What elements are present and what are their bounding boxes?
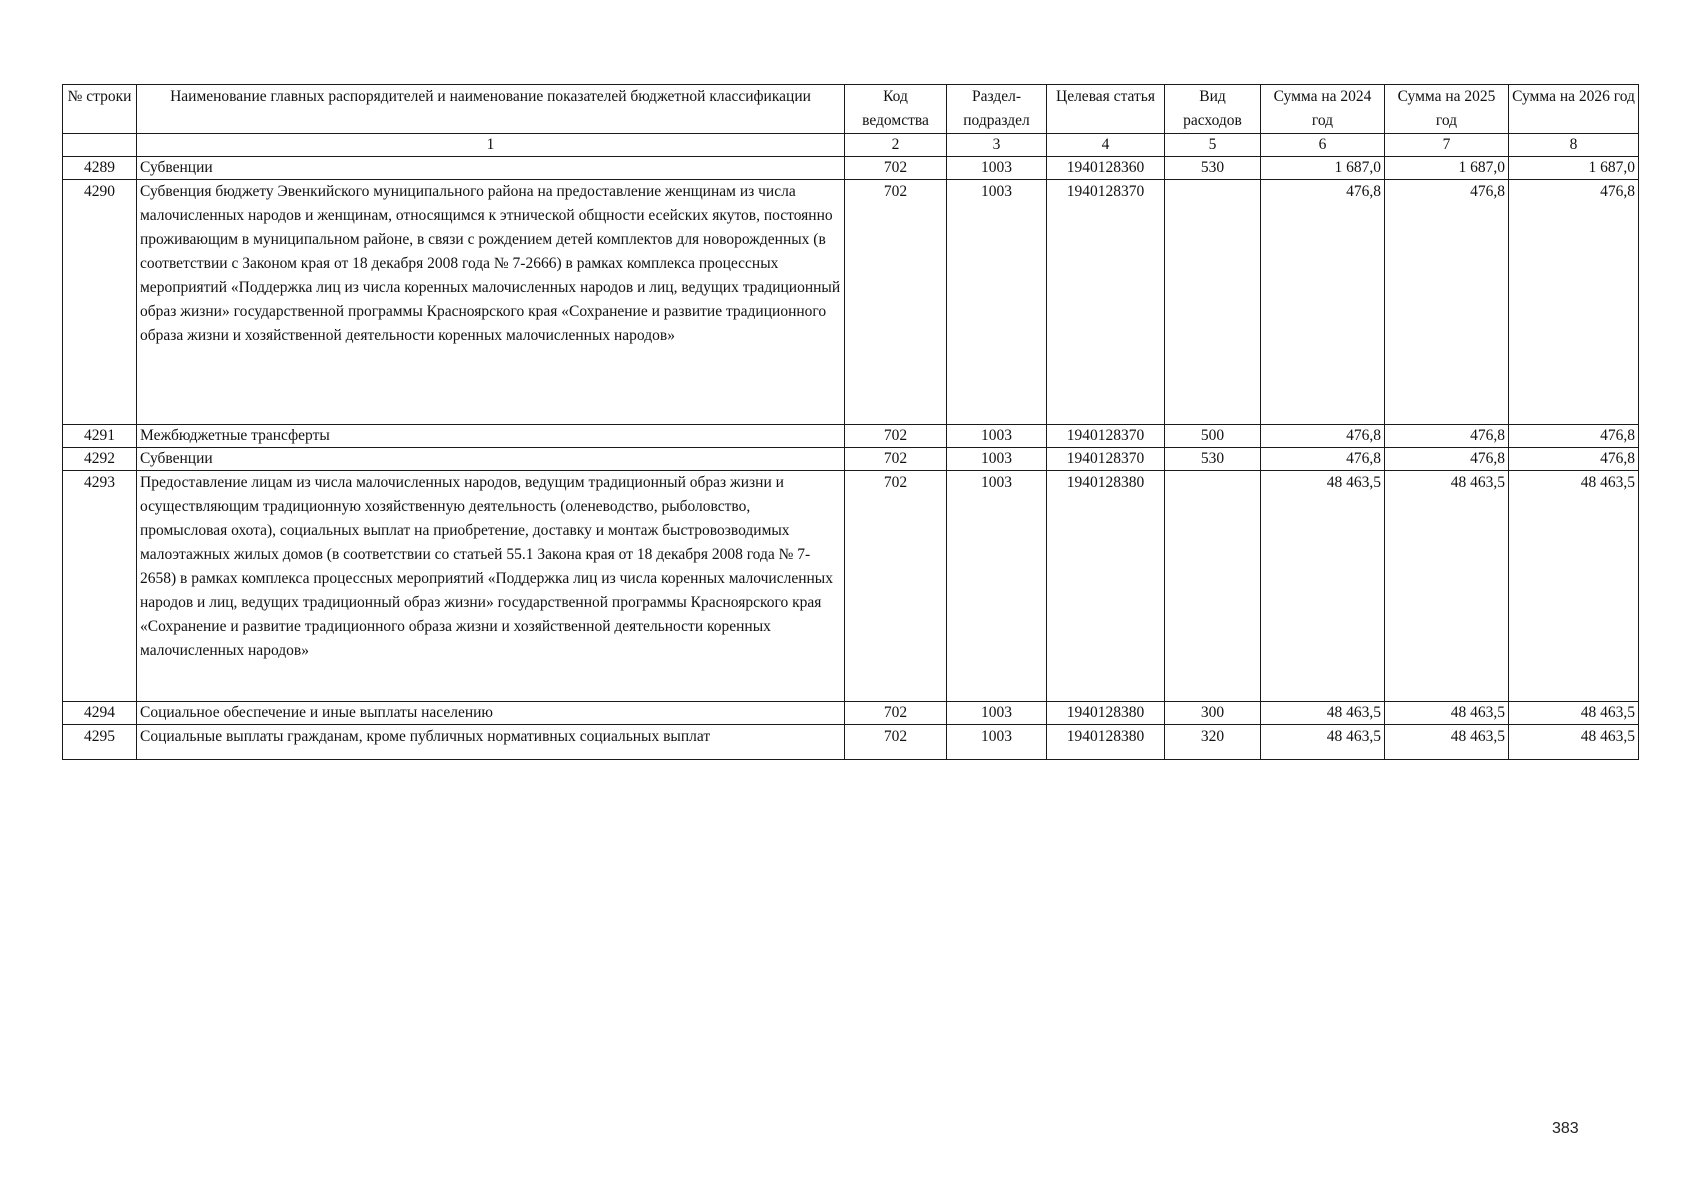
row-sum-2024: 476,8: [1261, 448, 1385, 471]
row-vid: 320: [1165, 725, 1261, 760]
table-row: [63, 180, 1639, 425]
row-razdel: 1003: [947, 180, 1047, 425]
row-sum-2024: 48 463,5: [1261, 725, 1385, 760]
row-ved: 702: [845, 180, 947, 425]
row-ved: 702: [845, 448, 947, 471]
row-ved: 702: [845, 471, 947, 702]
row-sum-2025: 476,8: [1385, 448, 1509, 471]
row-vid: [1165, 471, 1261, 702]
row-statya: 1940128370: [1047, 180, 1165, 425]
row-razdel: 1003: [947, 425, 1047, 448]
header-sum-2026: Сумма на 2026 год: [1509, 85, 1639, 134]
table-row: [63, 471, 1639, 702]
header-vid: Вид расходов: [1165, 85, 1261, 134]
row-razdel: 1003: [947, 448, 1047, 471]
row-sum-2026: 1 687,0: [1509, 157, 1639, 180]
row-number: 4295: [63, 725, 137, 760]
row-number: 4292: [63, 448, 137, 471]
row-razdel: 1003: [947, 471, 1047, 702]
row-sum-2025: 476,8: [1385, 180, 1509, 425]
column-number: [63, 134, 137, 157]
header-sum-2024: Сумма на 2024 год: [1261, 85, 1385, 134]
header-row-no: № строки: [63, 85, 137, 134]
table-row: [63, 725, 1639, 760]
row-statya: 1940128380: [1047, 702, 1165, 725]
row-vid: 300: [1165, 702, 1261, 725]
row-statya: 1940128370: [1047, 425, 1165, 448]
header-ved: Код ведомства: [845, 85, 947, 134]
row-sum-2025: 48 463,5: [1385, 471, 1509, 702]
row-statya: 1940128370: [1047, 448, 1165, 471]
row-sum-2024: 476,8: [1261, 425, 1385, 448]
row-ved: 702: [845, 725, 947, 760]
row-sum-2026: 48 463,5: [1509, 702, 1639, 725]
row-vid: 530: [1165, 448, 1261, 471]
row-sum-2025: 48 463,5: [1385, 702, 1509, 725]
table-row: [63, 157, 1639, 180]
row-sum-2026: 48 463,5: [1509, 725, 1639, 760]
column-number: 5: [1165, 134, 1261, 157]
row-number: 4293: [63, 471, 137, 702]
row-razdel: 1003: [947, 157, 1047, 180]
column-number: 4: [1047, 134, 1165, 157]
row-name: Субвенции: [137, 157, 845, 180]
column-number: 3: [947, 134, 1047, 157]
header-statya: Целевая статья: [1047, 85, 1165, 134]
header-row: [63, 85, 1639, 134]
column-number: 8: [1509, 134, 1639, 157]
row-vid: [1165, 180, 1261, 425]
row-number: 4290: [63, 180, 137, 425]
row-sum-2026: 48 463,5: [1509, 471, 1639, 702]
row-sum-2025: 1 687,0: [1385, 157, 1509, 180]
row-name: Субвенция бюджету Эвенкийского муниципального района на предоставление женщинам из числа малочисленных народов и женщинам, относящимся к этнической общности есейских якутов, постоянно проживающим в муниципальном районе, в связи с рождением детей комплектов для новорожденных (в соответствии с Законом края от 18 декабря 2008 года № 7-2666) в рамках комплекса процессных мероприятий «Поддержка лиц из числа коренных малочисленных народов и лиц, ведущих традиционный образ жизни» государственной программы Красноярского края «Сохранение и развитие традиционного образа жизни и хозяйственной деятельности коренных малочисленных народов»: [137, 180, 845, 425]
row-sum-2025: 476,8: [1385, 425, 1509, 448]
header-name: Наименование главных распорядителей и наименование показателей бюджетной классификации: [137, 85, 845, 134]
row-razdel: 1003: [947, 725, 1047, 760]
row-ved: 702: [845, 702, 947, 725]
row-statya: 1940128380: [1047, 725, 1165, 760]
column-number: 6: [1261, 134, 1385, 157]
table-row: [63, 702, 1639, 725]
row-name: Предоставление лицам из числа малочисленных народов, ведущим традиционный образ жизни и осуществляющим традиционную хозяйственную деятельность (оленеводство, рыболовство, промысловая охота), социальных выплат на приобретение, доставку и монтаж быстровозводимых малоэтажных жилых домов (в соответствии со статьей 55.1 Закона края от 18 декабря 2008 года № 7-2658) в рамках комплекса процессных мероприятий «Поддержка лиц из числа коренных малочисленных народов и лиц, ведущих традиционный образ жизни» государственной программы Красноярского края «Сохранение и развитие традиционного образа жизни и хозяйственной деятельности коренных малочисленных народов»: [137, 471, 845, 702]
budget-table: [62, 84, 1639, 760]
page-number: 383: [1552, 1120, 1579, 1137]
row-sum-2026: 476,8: [1509, 180, 1639, 425]
table-row: [63, 425, 1639, 448]
row-statya: 1940128360: [1047, 157, 1165, 180]
row-name: Социальное обеспечение и иные выплаты населению: [137, 702, 845, 725]
row-name: Субвенции: [137, 448, 845, 471]
row-sum-2026: 476,8: [1509, 425, 1639, 448]
row-number: 4294: [63, 702, 137, 725]
column-number: 7: [1385, 134, 1509, 157]
row-sum-2024: 476,8: [1261, 180, 1385, 425]
row-number: 4289: [63, 157, 137, 180]
row-sum-2024: 1 687,0: [1261, 157, 1385, 180]
row-sum-2026: 476,8: [1509, 448, 1639, 471]
row-ved: 702: [845, 157, 947, 180]
row-name: Социальные выплаты гражданам, кроме публичных нормативных социальных выплат: [137, 725, 845, 760]
row-vid: 530: [1165, 157, 1261, 180]
column-number-row: [63, 134, 1639, 157]
row-number: 4291: [63, 425, 137, 448]
row-ved: 702: [845, 425, 947, 448]
column-number: 2: [845, 134, 947, 157]
row-vid: 500: [1165, 425, 1261, 448]
row-sum-2024: 48 463,5: [1261, 702, 1385, 725]
row-sum-2024: 48 463,5: [1261, 471, 1385, 702]
column-number: 1: [137, 134, 845, 157]
row-sum-2025: 48 463,5: [1385, 725, 1509, 760]
row-name: Межбюджетные трансферты: [137, 425, 845, 448]
row-razdel: 1003: [947, 702, 1047, 725]
header-sum-2025: Сумма на 2025 год: [1385, 85, 1509, 134]
table-row: [63, 448, 1639, 471]
row-statya: 1940128380: [1047, 471, 1165, 702]
header-razdel: Раздел-подраздел: [947, 85, 1047, 134]
